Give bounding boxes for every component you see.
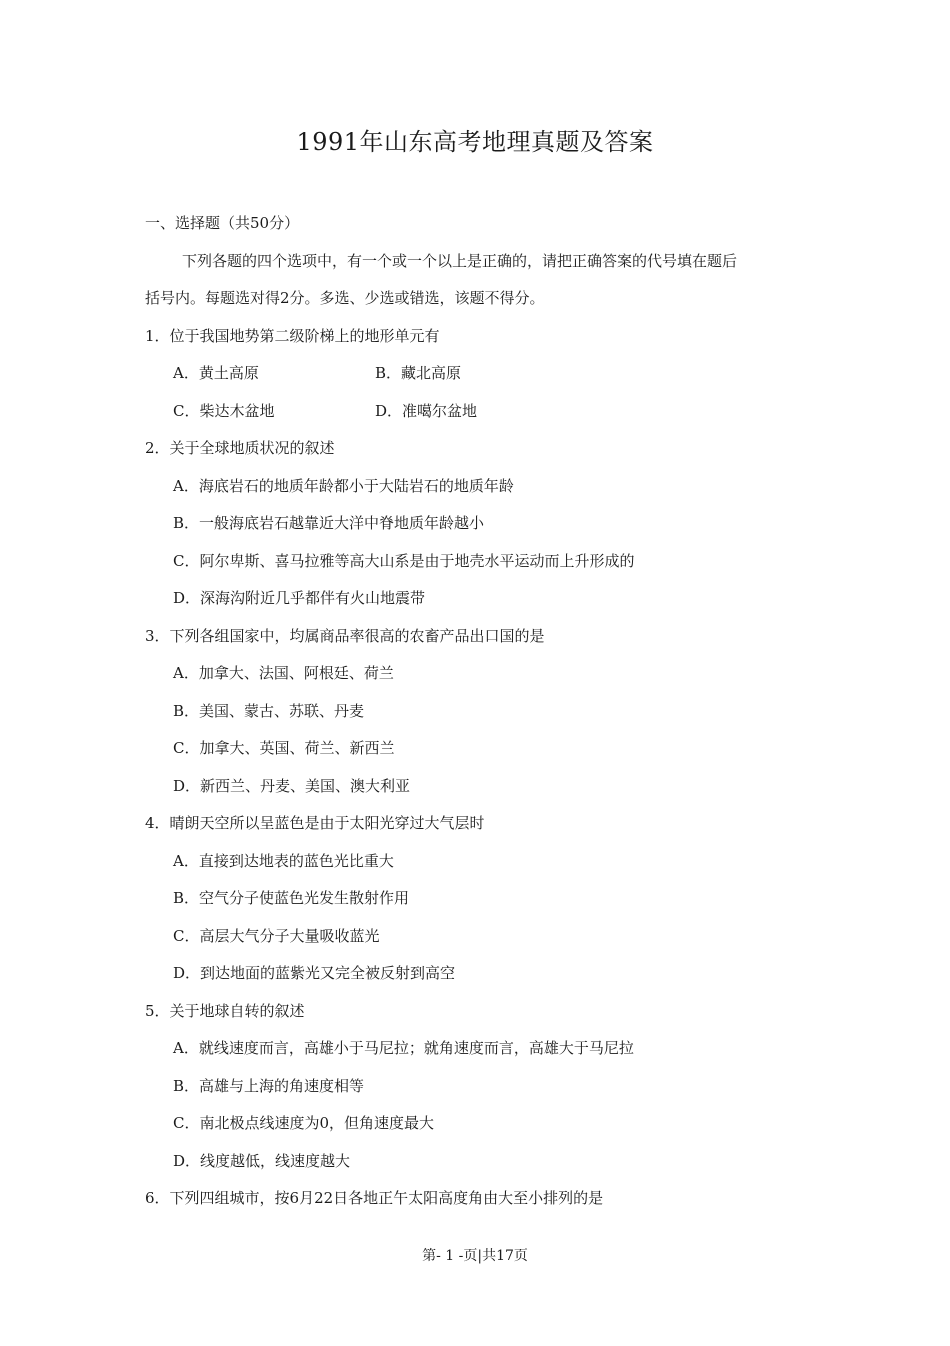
question-5-option-b: B．高雄与上海的角速度相等 <box>173 1076 365 1095</box>
question-1-options-row-2 <box>145 393 825 431</box>
question-3-option-a: A．加拿大、法国、阿根廷、荷兰 <box>173 664 394 682</box>
page-title: 1991年山东高考地理真题及答案 <box>296 128 654 156</box>
question-5-stem: 5．关于地球自转的叙述 <box>145 1001 305 1020</box>
question-5-option-c: C．南北极点线速度为0，但角速度最大 <box>173 1114 435 1132</box>
question-3-option-c: C．加拿大、英国、荷兰、新西兰 <box>173 739 395 757</box>
question-4-option-d: D．到达地面的蓝紫光又完全被反射到高空 <box>173 964 456 982</box>
section-heading: 一、选择题（共50分） <box>145 214 300 232</box>
question-4-stem: 4．晴朗天空所以呈蓝色是由于太阳光穿过大气层时 <box>145 814 485 832</box>
exam-content <box>145 205 825 1218</box>
question-4-option-b: B．空气分子使蓝色光发生散射作用 <box>173 889 410 907</box>
question-1-options-row-1 <box>145 355 825 393</box>
question-2-option-a: A．海底岩石的地质年龄都小于大陆岩石的地质年龄 <box>173 476 514 495</box>
question-6-stem: 6．下列四组城市，按6月22日各地正午太阳高度角由大至小排列的是 <box>145 1189 604 1207</box>
question-4-option-a: A．直接到达地表的蓝色光比重大 <box>173 851 394 870</box>
question-2-option-d: D．深海沟附近几乎都伴有火山地震带 <box>173 589 426 607</box>
page-footer: 第- 1 -页|共17页 <box>422 1248 528 1264</box>
question-3-option-b: B．美国、蒙古、苏联、丹麦 <box>173 701 365 720</box>
instructions-line-1: 下列各题的四个选项中，有一个或一个以上是正确的，请把正确答案的代号填在题后 <box>182 251 738 270</box>
question-1-option-d: D．准噶尔盆地 <box>375 401 478 420</box>
question-2-option-c: C．阿尔卑斯、喜马拉雅等高大山系是由于地壳水平运动而上升形成的 <box>173 551 635 570</box>
question-2-option-b: B．一般海底岩石越靠近大洋中脊地质年龄越小 <box>173 514 485 532</box>
question-2-stem: 2．关于全球地质状况的叙述 <box>145 439 335 457</box>
question-1-stem: 1．位于我国地势第二级阶梯上的地形单元有 <box>145 326 440 345</box>
question-1-option-c: C．柴达木盆地 <box>173 401 275 420</box>
question-5-option-d: D．线度越低，线速度越大 <box>173 1151 351 1170</box>
question-3-option-d: D．新西兰、丹麦、美国、澳大利亚 <box>173 776 411 795</box>
question-5-option-a: A．就线速度而言，高雄小于马尼拉；就角速度而言，高雄大于马尼拉 <box>173 1039 634 1057</box>
question-1-option-b: B．藏北高原 <box>375 364 462 382</box>
instructions-line-2: 括号内。每题选对得2分。多选、少选或错选，该题不得分。 <box>145 289 545 307</box>
question-3-stem: 3．下列各组国家中，均属商品率很高的农畜产品出口国的是 <box>145 626 545 645</box>
question-4-option-c: C．高层大气分子大量吸收蓝光 <box>173 926 380 945</box>
question-1-option-a: A．黄土高原 <box>173 364 259 382</box>
